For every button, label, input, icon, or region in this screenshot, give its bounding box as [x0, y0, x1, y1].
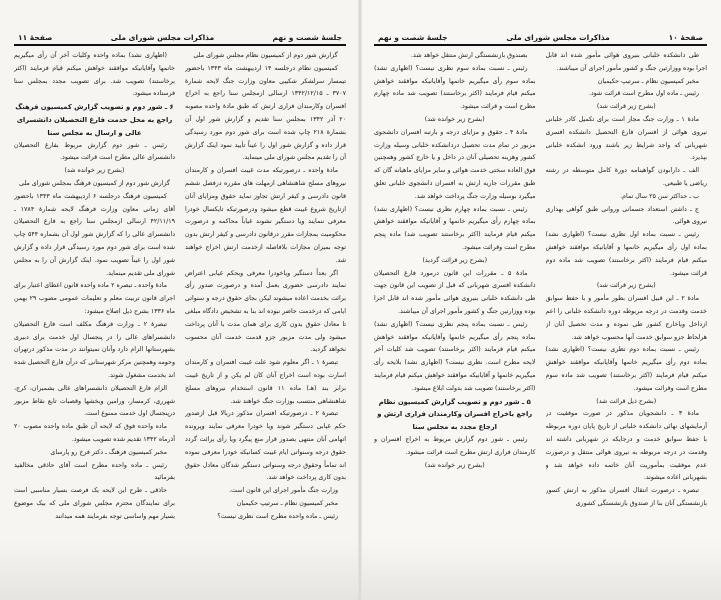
article-1: مادهٔ ۱ ـ وزارت جنگ مجاز است برای تکمیل کادر خلبانی نیروی هوائی از افسران فارغ التحصیل دانشکده افسری شهربانی که واجد شرایط زیر باشند ورود انشکده خلبانی بپذیرد.: [545, 115, 707, 162]
article-4: مادهٔ ۴ ـ حقوق و مزایای درجه و بارتبه افسران دانشجوی مزبور در تمام مدت تحصیل دردانشکده خلبانی وسیله وزارت کشور وهزینه تحصیلی آنان در داخل و یا خارج کشور وهمچنین فوق العاده سختی خدمت هوائی و سایر مزایای ماهیانه گان که طبق مقررات جاریه ارتش به افسران دانشجوی خلبانی تعلق میگیرد بوسیله وزارت جنگ پرداخت خواهد شد.: [374, 128, 536, 200]
reading-note: (بشرح زیر خوانده شد): [424, 115, 485, 123]
agenda-heading-6: ۶ ـ شور دوم و تصویب گزارش کمیسیون فرهنگ راجع به محل خدمت فارغ التحصیلان دانشسرای عالی و ارسال به مجلس سنا: [15, 103, 174, 137]
rapporteur: مخبر کمیسیون فرهنگ ـ دکتر فرخ رو پارسای: [50, 448, 167, 456]
rapporteur: مخبر کمیسیون نظام ـ سرتیپ حکیمیان: [597, 77, 699, 85]
report-intro: کمیسیون فرهنگ درجلسه ۶ اردیبهشت ماه ۱۳۴۳ باحضور آقای زمانی معاون وزارت فرهنگ لایحه شمارهٔ ۱۷۸۴ ـ ۴۲/۱۱/۱۹ ارسالی ازمجلس سنا راجع به فارغ التحصیلان دانشسرای عالی را که گزارش شور اول آن بشماره ۵۴۴ چاپ شده است برای شور دوم مورد رسیدگی قرار داده و گزارش شور اول را عیناً تصویب نمود. اینک گزارش آن را به مجلس شورای ملی تقدیم مینماید.: [14, 192, 175, 277]
speaker-line: رئیس ـ نسبت بماده پنجم نظری نیست؟ (اظهاری نشد) بماده پنجم رأی میگیریم خانمها وآقایانیکه موافقند خواهش میکنم قیام فرمایند (اکثر برخاستند) تصویب شد کلیات آخر لایحه مطرح است. نظری نیست؟ (اظهاری نشد) بلایحه رأی میگیریم خانمها و آقایانیکه موافقند خواهش میکنم قیام فرمایند (اکثر برخاستند) تصویب شد بدولت ابلاغ میشود.: [374, 320, 536, 392]
note: تبصره ـ درصورت انتقال افسران مذکور به ارتش کسور بازنشستگی آنان بنا از صندوق بازنشستگی کشوری: [545, 487, 707, 507]
session-label: جلسهٔ شصت و نهم: [272, 33, 342, 42]
column-left: [374, 50, 536, 590]
paragraph: ماده واحده فوق که لایحه آن طبق ماده واحده مصوب ۲۰ آذرماه ۱۳۴۲ تقدیم شده تصویب میشود.: [14, 423, 175, 443]
paragraph: الزام فارغ التحصیلان دانشسراهای عالی بشمیران، کرج، شهرری، کرمسار، ورامین وبخشها وقصبات تابع نقاط مزبور درپنجسال اول خدمت ممنوع است.: [14, 384, 175, 418]
reading-note: (بشرح زیر خوانده شد): [64, 167, 125, 175]
page-gutter: [358, 0, 362, 600]
clause-b: ب ـ حداکثر سن ۲۵ سال تمام.: [620, 192, 699, 200]
publication-title: مذاکرات مجلس شورای ملی: [506, 33, 610, 42]
report-intro: کمیسیون نظام درجلسه ۱۴ اردیبهشت ماه ۱۳۴۳ باحضور تیمسار سرلشکر شکیبی معاون وزارت جنگ لایحه شمارهٔ ۳۷۰۷ ـ ۱۳۴۲/۱۲/۱۵ ارسالی ازمجلس سنا راجع به اخراج افسران وکارمندان فراری ارتش که طبق مادهٔ واحده مصوبه ۲۰ آذر ۱۳۴۲ بمجلس سنا تقدیم و گزارش شور اول آن بشمارهٔ ۲۱۸ چاپ شده است برای شور دوم مورد رسیدگی قرار داده و گزارش شور اول را عیناً تأیید نمود اینک گزارش آن را تقدیم مجلس شورای ملی مینماید.: [185, 64, 346, 162]
speaker-line: رئیس ـ ماده واحده مطرح است آقای حاذقی مخالفید بفرمائید: [14, 461, 175, 482]
agenda-heading-5: ۵ ـ شور دوم و تصویب گزارش کمیسیون نظام راجع باخراج افسران وکارمندان فراری ارتش و ارجاع مجدد به مجلس سنا: [377, 397, 533, 432]
reading-note: (بشرح زیر قرائت شد): [596, 282, 656, 290]
report-title: گزارش شور دوم از کمیسیون فرهنگ بمجلس شورای ملی: [19, 179, 170, 187]
rapporteur: مخبر کمیسیون نظام ـ سرتیپ حکیمیان: [236, 499, 338, 507]
reading-note: (بشرح زیر قرائت گردید): [422, 256, 488, 264]
page-10: [360, 0, 721, 600]
text-columns: [14, 50, 346, 590]
publication-title: مذاکرات مجلس شورای ملی: [110, 33, 215, 42]
page-11: [0, 0, 360, 600]
paragraph: بصندوق بازنشستگی ارتش منتقل خواهد شد.: [411, 52, 528, 59]
note-2: تبصرهٔ ۲ ـ درصورتیکه افسران مذکور دربالا قبل ازصدور حکم غیابی دستگیر شوند ویا خودرا معرفی نمایند وپرونده اتهامی آنان منتهی بصدور قرار منع پیگرد ویا رأی برائت گردد حقوق درجه وسنواتی ایام غیبت کسانیکه خودرا معرفی نموده اند تماماً وحقوق درجه وسنواتی دستگیر شدگان معادل حقوق بدون کاری پرداخت خواهد شد.: [185, 410, 346, 482]
speaker-line: رئیس ـ شور دوم گزارش مربوط بفارغ التحصیلان دانشسرای عالی مطرح است قرائت میشود.: [14, 141, 175, 162]
note-2: تبصرهٔ ۲ ـ وزارت فرهنگ مکلف است فارغ التحصیلان دانشسراهای عالی را در پنجسال اول خدمت برای دبیری بشهرستانها الزام دارد وآنان نمیتوانند در مدت مذکور درتهران وحومه وهمچنین مرکز شهرستانی که درآن فارغ التحصیل شده اند بخدمت مشغول شوند.: [14, 320, 175, 379]
article-2: مادهٔ ۲ ـ این قبیل افسران بطور مأمور و با حفظ سوابق خدمت وقدمت در درجه مربوطه دوره دانشکده خلبانی را اعم ازداخل ویاخارج کشور طی نموده و مدت تحصیل آنان از هرلحاظ جزو سوابق خدمت آنها محسوب خواهد شد.: [545, 295, 707, 341]
report-title: گزارش شور دوم از کمیسیون نظام مجلس شورای ملی: [193, 52, 338, 59]
running-head: [14, 30, 346, 46]
reading-note: (بشرح زیر قرائت شد): [596, 103, 656, 111]
paragraph: اگر بعداً دستگیر ویاخودرا معرفی وبحکم غیابی اعتراض نمایند دادرسی حضوری بعمل آمده و درصورت صدور رأی برائت بخدمت اعاده میشوند لیکن بجای حقوق درجه و سنواتی ایامی که درخدمت حاضر نبوده اند بنا به تشخیص دادگاه مبلغی تا معادل حقوق بدون کاری برای همان مدت با آنان پرداخت میشود ولی مدت مزبور جزو قدمت خدمت آنان محسوب نخواهد گردید.: [185, 269, 346, 354]
page-number: صفحهٔ ۱۱: [18, 33, 53, 42]
page-number: صفحهٔ ۱۰: [668, 33, 703, 42]
session-label: جلسهٔ شصت و نهم: [378, 33, 448, 42]
single-article: مادهٔ واحده ـ درصورتیکه مدت غیبت افسران و کارمندان نیروهای مسلح شاهنشاهی ازمهلت های مقرره درفصل ششم قانون دادرسی و کیفر ارتش تجاوز نماید حقوق ومزایای آنان ازتاریخ شروع غیبت قطع میشود ودرصورتیکه تایکسال خودرا معرفی ننمایند ویا دستگیر نشوند غیاباً محاکمه و درصورت محکومیت بمجازات مقرر درقانون دادرسی و کیفر ارتش بدون توجه بمیزان مجازات بلافاصله ازخدمت ارتش اخراج خواهند شد.: [185, 167, 346, 264]
column-left: [14, 50, 175, 590]
speaker-line: رئیس ـ ماده واحده مطرح است نظری نیست؟: [217, 512, 338, 520]
clause-a: الف ـ دارابودن گواهینامه دورهٔ کامل متوسطه در رشته ریاضی یا طبیعی.: [545, 167, 707, 187]
article-3: مادهٔ ۳ ـ دانشجویان مذکور در صورت موفقیت در آزمایشهای نهائی دانشکده خلبانی از تاریخ پایان دوره مربوطه با حفظ سوابق خدمت و درجایکه در شهربانی داشته اند وقدمت در درجه مربوطه به نیروی هوائی منتقل و درصورت عدم موفقیت بمأموریت آنان خاتمه داده خواهد شد و بشهربانی اعاده میشوند.: [545, 410, 707, 482]
reading-note: (بشرح زیر خوانده شد): [424, 461, 485, 469]
text-columns: [374, 50, 707, 590]
speaker-line: رئیس ـ نسبت بماده دوم نظری نیست؟ (اظهاری نشد) بماده دوم رأی میگیریم خانمها وآقایانیکه موافقند خواهش میکنم قیام فرمایند (اکثر برخاستند) تصویب شد ماده سوم مطرح است وقرائت میشود.: [545, 346, 707, 392]
speaker-line: رئیس ـ نسبت بماده چهارم نظری نیست؟ (اظهاری نشد) بماده چهارم رأی میگیریم خانمها و آقایانیکه موافقند خواهش میکنم قیام فرمایند (اکثر برخاستند تصویب شد) ماده پنجم مطرح است وقرائت میشود.: [374, 205, 536, 251]
paragraph: (اظهاری نشد) بماده واحده وکلیات آخر آن رأی میگیریم خانمها وآقایانیکه موافقند خواهش میکنم قیام فرمایند (اکثر برخاستند) تصویب شد. برای تصویب مجدد بمجلس سنا فرستاده میشود.: [14, 52, 175, 98]
clause-c: ج ـ داشتن استعداد جسمانی وروانی طبق گواهی بهداری نیروی هوائی.: [545, 205, 707, 226]
paragraph: طی دانشکده خلبانی بنیروی هوائی مأمور شده اند قابل اجرا بوده ووزارتین جنگ و کشور مأمور اجرای آن میباشند.: [545, 52, 707, 72]
speaker-line: رئیس ـ نسبت بماده اول نظری نیست؟ (اظهاری نشد) بماده اول رأی میگیریم خانمها و آقایانیکه موافقند خواهش میکنم قیام فرمایند (اکثر برخاستند) تصویب شد ماده دوم قرائت میشود.: [545, 231, 707, 277]
reading-note: (بشرح ذیل قرائت شد): [596, 397, 657, 405]
note-1: تبصرهٔ ۱ ـ اگر معلوم شود علت غیبت افسران و کارمندان اسارت بوده است اخراج آنان کان لم یکن و از تاریخ غیبت برابر بند (هـ) ماده ۱۱ قانون استخدام نیروهای مسلح شاهنشاهی منتسب بوزارت جنگ خواهند شد.: [185, 359, 346, 405]
speaker-line: رئیس ـ شور دوم گزارش مربوط به اخراج افسران و کارمندان فراری ارتش مطرح است قرائت میشود.: [374, 435, 536, 456]
running-head: [374, 30, 707, 46]
column-right: [185, 50, 346, 590]
speaker-line: رئیس ـ نسبت بماده سوم نظری نیست؟ (اظهاری نشد) بماده سوم رأی میگیریم خانمها وآقایانیکه موافقند خواهش میکنم قیام فرمایند (اکثر برخاستند) تصویب شد ماده چهارم مطرح است و قرائت میشود.: [374, 64, 536, 111]
speaker-line: رئیس ـ ماده اول مطرح است قرائت شود.: [588, 90, 699, 98]
speaker-line: حاذقی ـ طرح این لایحه یک فرصت بسیار مناسبی است برای نمایندگان محترم مجلس شورای ملی که بیک موضوع بسیار مهم واساسی توجه بفرمایند همه میدانند: [14, 487, 175, 520]
article-5: مادهٔ ۵ ـ مقررات این قانون درمورد فارغ التحصیلان دانشکده افسری شهربانی که قبل از تصویب این قانون جهت طی دانشکده خلبانی بنیروی هوائی مأمور شده اند قابل اجرا بوده ووزارتین جنگ و کشور مأمور اجرای آن میباشند.: [374, 269, 536, 315]
paragraph: وزارت جنگ مأمور اجرای این قانون است.: [228, 487, 338, 495]
column-right: [546, 50, 708, 590]
single-article: مادهٔ واحده ـ تبصره ۲ ماده واحده قانون اعطای اعتبار برای اجرای قانون تربیت معلم و تعلیمات عمومی مصوب ۲۹ بهمن ماه ۱۳۳۶ بشرح ذیل اصلاح میشود:: [14, 282, 175, 315]
